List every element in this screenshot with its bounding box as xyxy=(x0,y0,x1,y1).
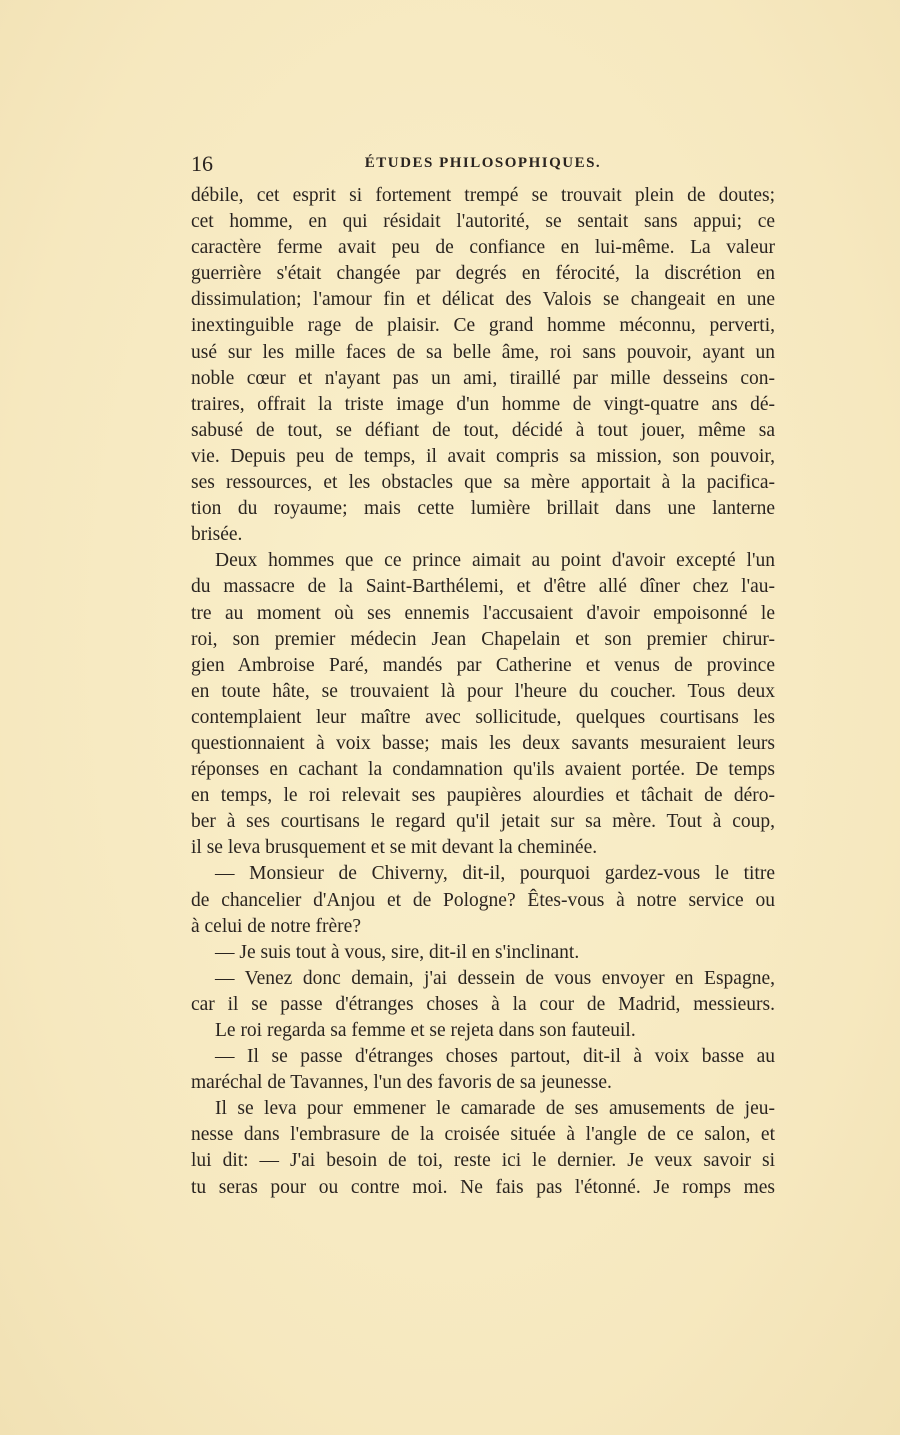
text-line: tu seras pour ou contre moi. Ne fais pas l'étonné. Je romps mes xyxy=(191,1176,775,1198)
text-line: traires, offrait la triste image d'un homme de vingt-quatre ans dé- xyxy=(191,393,775,415)
text-line: cet homme, en qui résidait l'autorité, se sentait sans appui; ce xyxy=(191,211,775,233)
text-line: brisée. xyxy=(191,524,243,546)
text-line: car il se passe d'étranges choses à la cour de Madrid, messieurs. xyxy=(191,993,775,1015)
text-line: usé sur les mille faces de sa belle âme, roi sans pouvoir, ayant un xyxy=(191,341,775,363)
page-number: 16 xyxy=(191,151,213,176)
text-line: Il se leva pour emmener le camarade de ses amusements de jeu- xyxy=(215,1098,775,1120)
text-line: contemplaient leur maître avec sollicitude, quelques courtisans les xyxy=(191,706,775,728)
text-line: questionnaient à voix basse; mais les deux savants mesuraient leurs xyxy=(191,732,775,754)
text-line: débile, cet esprit si fortement trempé se trouvait plein de doutes; xyxy=(191,185,775,206)
page-header xyxy=(191,151,775,177)
body-text xyxy=(191,183,775,1201)
text-line: caractère ferme avait peu de confiance en lui-même. La valeur xyxy=(191,237,775,259)
text-line: — Venez donc demain, j'ai dessein de vous envoyer en Espagne, xyxy=(215,967,775,989)
text-line: sabusé de tout, se défiant de tout, décidé à tout jouer, même sa xyxy=(191,419,775,441)
text-line: tre au moment où ses ennemis l'accusaient d'avoir empoisonné le xyxy=(191,602,775,624)
text-line: maréchal de Tavannes, l'un des favoris de sa jeunesse. xyxy=(191,1072,612,1094)
text-line: ses ressources, et les obstacles que sa mère apportait à la pacifica- xyxy=(191,472,775,494)
text-line: — Il se passe d'étranges choses partout, dit-il à voix basse au xyxy=(215,1046,775,1068)
text-line: noble cœur et n'ayant pas un ami, tiraillé par mille desseins con- xyxy=(191,367,775,389)
text-line: dissimulation; l'amour fin et délicat des Valois se changeait en une xyxy=(191,289,775,311)
text-line: ber à ses courtisans le regard qu'il jetait sur sa mère. Tout à coup, xyxy=(191,811,775,833)
text-line: — Monsieur de Chiverny, dit-il, pourquoi gardez-vous le titre xyxy=(215,863,775,885)
text-line: Deux hommes que ce prince aimait au point d'avoir excepté l'un xyxy=(215,550,775,572)
text-line: lui dit: — J'ai besoin de toi, reste ici le dernier. Je veux savoir si xyxy=(191,1150,775,1172)
text-line: vie. Depuis peu de temps, il avait compris sa mission, son pouvoir, xyxy=(191,445,775,467)
text-line: inextinguible rage de plaisir. Ce grand homme méconnu, perverti, xyxy=(191,315,775,337)
text-line: de chancelier d'Anjou et de Pologne? Êtes-vous à notre service ou xyxy=(191,889,775,911)
text-line: du massacre de la Saint-Barthélemi, et d'être allé dîner chez l'au- xyxy=(191,576,775,598)
text-line: Le roi regarda sa femme et se rejeta dans son fauteuil. xyxy=(215,1020,636,1041)
text-line: en toute hâte, se trouvaient là pour l'heure du coucher. Tous deux xyxy=(191,680,775,702)
text-line: il se leva brusquement et se mit devant la cheminée. xyxy=(191,837,598,859)
text-line: réponses en cachant la condamnation qu'ils avaient portée. De temps xyxy=(191,759,775,781)
running-title: ÉTUDES PHILOSOPHIQUES. xyxy=(364,155,602,171)
text-line: à celui de notre frère? xyxy=(191,915,361,937)
text-line: — Je suis tout à vous, sire, dit-il en s'inclinant. xyxy=(215,941,580,963)
text-line: en temps, le roi relevait ses paupières alourdies et tâchait de déro- xyxy=(191,785,775,807)
text-line: roi, son premier médecin Jean Chapelain et son premier chirur- xyxy=(191,628,775,650)
text-line: tion du royaume; mais cette lumière brillait dans une lanterne xyxy=(191,498,775,520)
text-line: nesse dans l'embrasure de la croisée située à l'angle de ce salon, et xyxy=(191,1124,775,1146)
text-line: gien Ambroise Paré, mandés par Catherine et venus de province xyxy=(191,654,775,676)
text-line: guerrière s'était changée par degrés en férocité, la discrétion en xyxy=(191,263,775,285)
